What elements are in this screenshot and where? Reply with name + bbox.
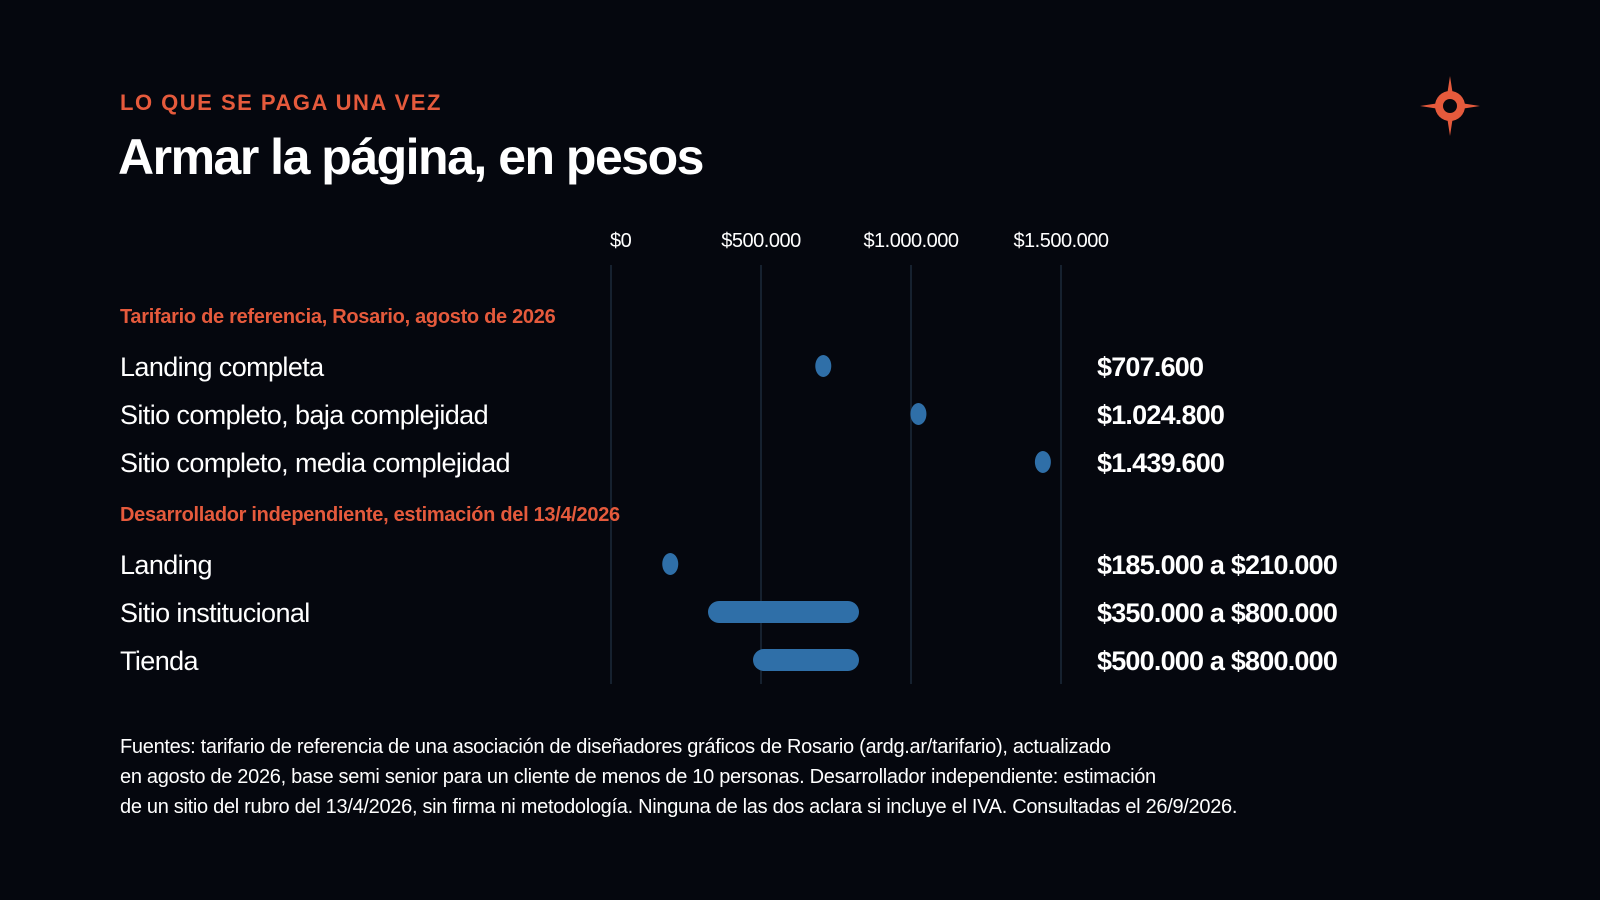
group-label: Tarifario de referencia, Rosario, agosto de 2026 — [120, 306, 556, 328]
sources-line-2: en agosto de 2026, base semi senior para un cliente de menos de 10 personas. Desarrollador independiente: estimación — [120, 766, 1156, 788]
x-tick-label: $1.000.000 — [863, 230, 959, 252]
sources-note — [120, 732, 1380, 822]
data-point — [662, 553, 678, 575]
x-tick-label: $0 — [610, 230, 632, 252]
row-label: Tienda — [120, 646, 198, 676]
row-label: Sitio completo, baja complejidad — [120, 400, 489, 430]
value-label: $1.024.800 — [1097, 400, 1225, 430]
x-tick-label: $500.000 — [721, 230, 801, 252]
row-label: Sitio institucional — [120, 598, 310, 628]
page-title: Armar la página, en pesos — [118, 129, 703, 185]
data-point — [910, 403, 926, 425]
sources-line-3: de un sitio del rubro del 13/4/2026, sin firma ni metodología. Ninguna de las dos aclara si incluye el IVA. Consultadas el 26/9/2026. — [120, 796, 1238, 818]
x-tick-label: $1.500.000 — [1013, 230, 1109, 252]
data-point — [815, 355, 831, 377]
row-label: Sitio completo, media complejidad — [120, 448, 510, 478]
row-label: Landing completa — [120, 352, 324, 382]
eyebrow-label: LO QUE SE PAGA UNA VEZ — [120, 90, 442, 115]
row-label: Landing — [120, 550, 212, 580]
value-label: $707.600 — [1097, 352, 1204, 382]
range-bar — [708, 601, 859, 623]
value-label: $1.439.600 — [1097, 448, 1225, 478]
data-point — [1035, 451, 1051, 473]
group-label: Desarrollador independiente, estimación del 13/4/2026 — [120, 504, 620, 526]
value-label: $500.000 a $800.000 — [1097, 646, 1338, 676]
sources-line-1: Fuentes: tarifario de referencia de una asociación de diseñadores gráficos de Rosario (ardg.ar/tarifario), actualizado — [120, 736, 1111, 758]
value-label: $185.000 a $210.000 — [1097, 550, 1338, 580]
value-label: $350.000 a $800.000 — [1097, 598, 1338, 628]
range-bar — [753, 649, 859, 671]
